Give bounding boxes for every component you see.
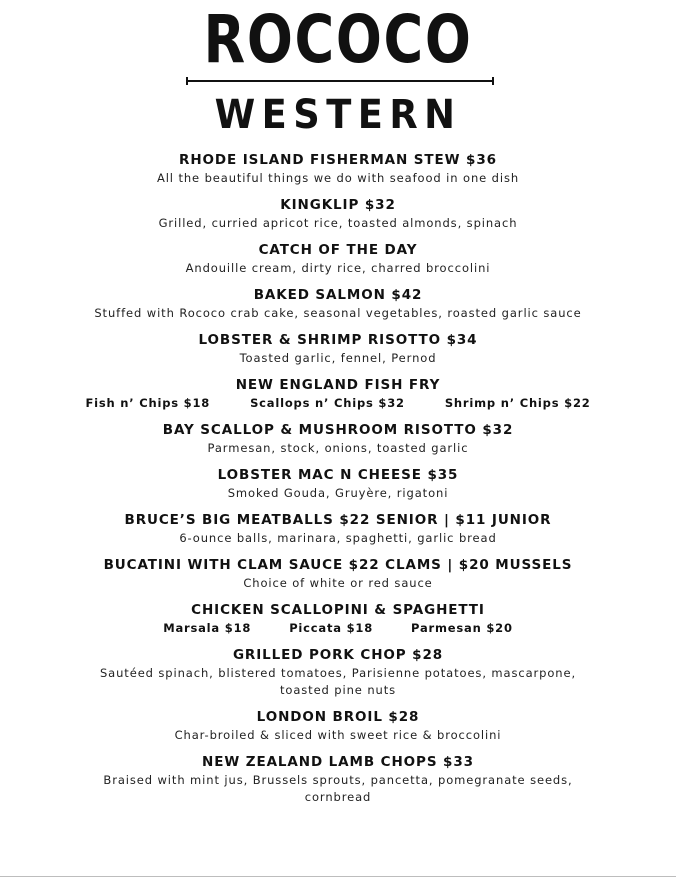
menu-item-title: RHODE ISLAND FISHERMAN STEW $36 — [179, 152, 497, 168]
menu-item-title: BAKED SALMON $42 — [253, 287, 423, 303]
menu-item-title: NEW ZEALAND LAMB CHOPS $33 — [202, 754, 474, 770]
menu-option: Marsala $18 — [163, 621, 252, 635]
menu-item-description: Andouille cream, dirty rice, charred broccolini — [185, 261, 491, 275]
menu-item — [0, 645, 676, 699]
menu-item-title: CHICKEN SCALLOPINI & SPAGHETTI — [191, 602, 485, 618]
menu-option: Scallops n’ Chips $32 — [250, 396, 405, 410]
menu-item-options — [0, 620, 676, 637]
page-bottom-divider — [0, 876, 676, 877]
menu-item-title: LONDON BROIL $28 — [256, 709, 420, 725]
menu-item-title: BRUCE’S BIG MEATBALLS $22 SENIOR | $11 JUNIOR — [124, 512, 552, 528]
menu-item-title: LOBSTER MAC N CHEESE $35 — [217, 467, 459, 483]
menu-item-description: 6-ounce balls, marinara, spaghetti, garlic bread — [179, 531, 497, 545]
menu-item — [0, 707, 676, 744]
menu-item-description: Choice of white or red sauce — [243, 576, 433, 590]
menu-option: Piccata $18 — [289, 621, 374, 635]
menu-option: Shrimp n’ Chips $22 — [444, 396, 591, 410]
menu-item — [0, 510, 676, 547]
menu-item-description: Char-broiled & sliced with sweet rice & broccolini — [174, 728, 502, 742]
menu-item — [0, 465, 676, 502]
menu-item-description: Braised with mint jus, Brussels sprouts, pancetta, pomegranate seeds, — [103, 773, 573, 787]
menu-item — [0, 420, 676, 457]
menu-item — [0, 555, 676, 592]
menu-option: Fish n’ Chips $18 — [85, 396, 211, 410]
menu-item-options — [0, 395, 676, 412]
menu-item-title: GRILLED PORK CHOP $28 — [232, 647, 444, 663]
menu-item — [0, 375, 676, 412]
menu-item-description: Grilled, curried apricot rice, toasted almonds, spinach — [158, 216, 518, 230]
menu-item-title: NEW ENGLAND FISH FRY — [235, 377, 441, 393]
menu-item-description: Parmesan, stock, onions, toasted garlic — [207, 441, 469, 455]
menu-item — [0, 240, 676, 277]
menu-list — [0, 150, 676, 814]
restaurant-name: ROCOCO — [203, 1, 473, 78]
title-divider — [186, 80, 494, 82]
menu-item-description: All the beautiful things we do with seafood in one dish — [156, 171, 520, 185]
menu-item-description: toasted pine nuts — [279, 683, 396, 697]
menu-item-description: Sautéed spinach, blistered tomatoes, Parisienne potatoes, mascarpone, — [99, 666, 577, 680]
menu-option: Parmesan $20 — [411, 621, 513, 635]
menu-item — [0, 600, 676, 637]
restaurant-subtitle: WESTERN — [214, 92, 462, 138]
menu-item-title: CATCH OF THE DAY — [258, 242, 418, 258]
menu-item — [0, 195, 676, 232]
menu-item-title: LOBSTER & SHRIMP RISOTTO $34 — [198, 332, 478, 348]
menu-item — [0, 330, 676, 367]
menu-item-description: Stuffed with Rococo crab cake, seasonal vegetables, roasted garlic sauce — [94, 306, 582, 320]
menu-item-title: BUCATINI WITH CLAM SAUCE $22 CLAMS | $20 MUSSELS — [103, 557, 573, 573]
menu-item-description: Smoked Gouda, Gruyère, rigatoni — [227, 486, 449, 500]
menu-item — [0, 150, 676, 187]
menu-item — [0, 285, 676, 322]
menu-item-title: BAY SCALLOP & MUSHROOM RISOTTO $32 — [162, 422, 514, 438]
menu-item-description: cornbread — [304, 790, 372, 804]
menu-item-title: KINGKLIP $32 — [280, 197, 396, 213]
menu-item-description: Toasted garlic, fennel, Pernod — [239, 351, 437, 365]
menu-item — [0, 752, 676, 806]
